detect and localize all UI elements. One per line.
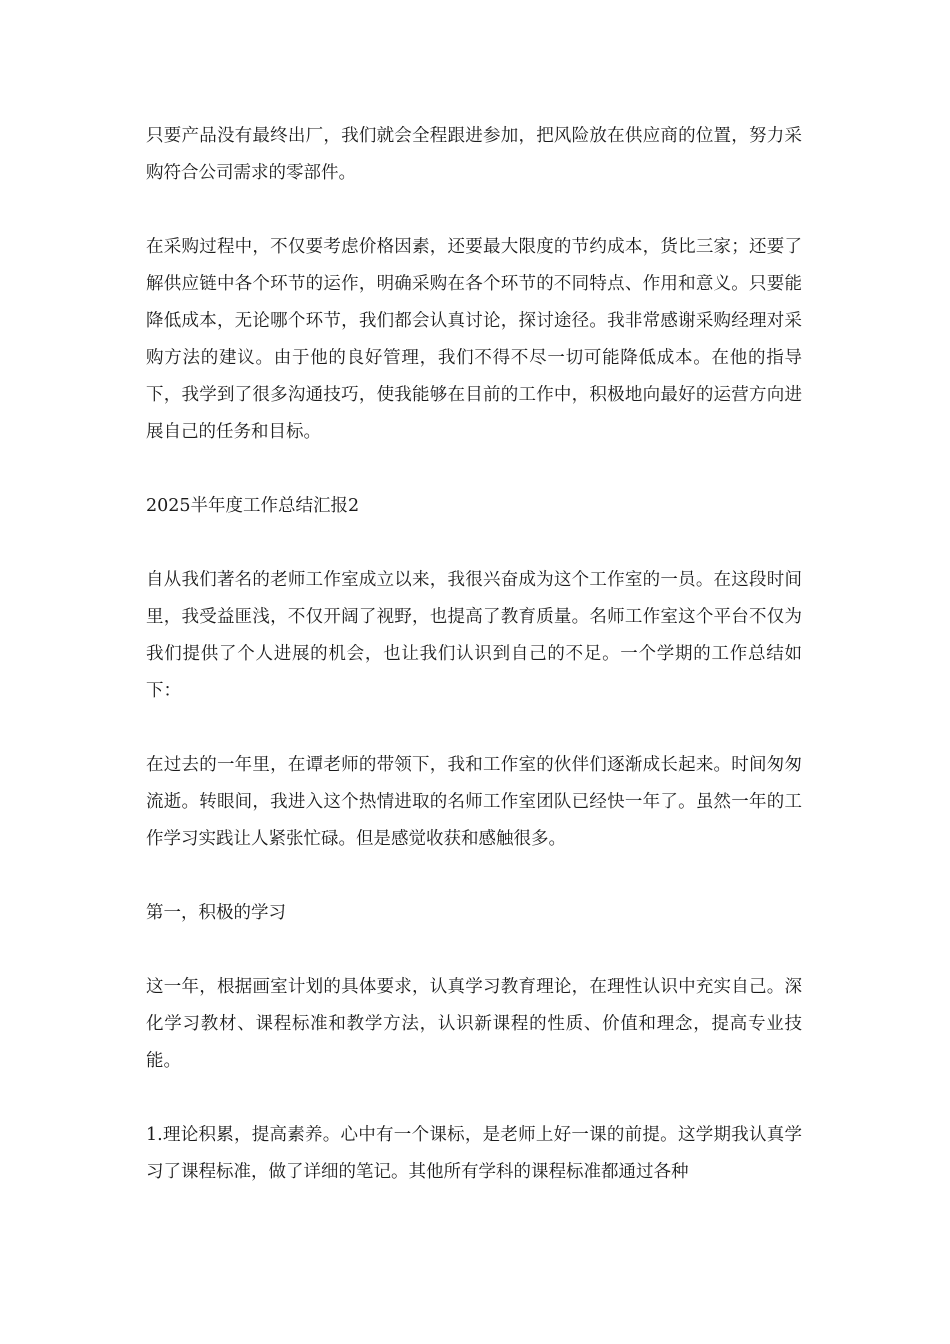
section-heading-report-2: 2025半年度工作总结汇报2 [146,496,360,516]
paragraph-studio-intro: 自从我们著名的老师工作室成立以来，我很兴奋成为这个工作室的一员。在这段时间里，我受益匪浅，不仅开阔了视野，也提高了教育质量。名师工作室这个平台不仅为我们提供了个人进展的机会，也让我们认识到自己的不足。一个学期的工作总结如下： [146,570,802,701]
paragraph-procurement-followup: 只要产品没有最终出厂，我们就会全程跟进参加，把风险放在供应商的位置，努力采购符合公司需求的零部件。 [146,126,802,183]
paragraph-study-theory: 这一年，根据画室计划的具体要求，认真学习教育理论，在理性认识中充实自己。深化学习教材、课程标准和教学方法，认识新课程的性质、价值和理念，提高专业技能。 [146,977,802,1071]
subheading-active-learning: 第一，积极的学习 [146,903,286,923]
paragraph-past-year: 在过去的一年里，在谭老师的带领下，我和工作室的伙伴们逐渐成长起来。时间匆匆流逝。转眼间，我进入这个热情进取的名师工作室团队已经快一年了。虽然一年的工作学习实践让人紧张忙碌。但是感觉收获和感触很多。 [146,755,802,849]
paragraph-cost-reduction: 在采购过程中，不仅要考虑价格因素，还要最大限度的节约成本，货比三家；还要了解供应链中各个环节的运作，明确采购在各个环节的不同特点、作用和意义。只要能降低成本，无论哪个环节，我们都会认真讨论，探讨途径。我非常感谢采购经理对采购方法的建议。由于他的良好管理，我们不得不尽一切可能降低成本。在他的指导下，我学到了很多沟通技巧，使我能够在目前的工作中，积极地向最好的运营方向进展自己的任务和目标。 [146,237,802,442]
paragraph-theory-accumulation: 1.理论积累，提高素养。心中有一个课标，是老师上好一课的前提。这学期我认真学习了课程标准，做了详细的笔记。其他所有学科的课程标准都通过各种 [146,1125,802,1182]
document-body [146,118,802,1228]
